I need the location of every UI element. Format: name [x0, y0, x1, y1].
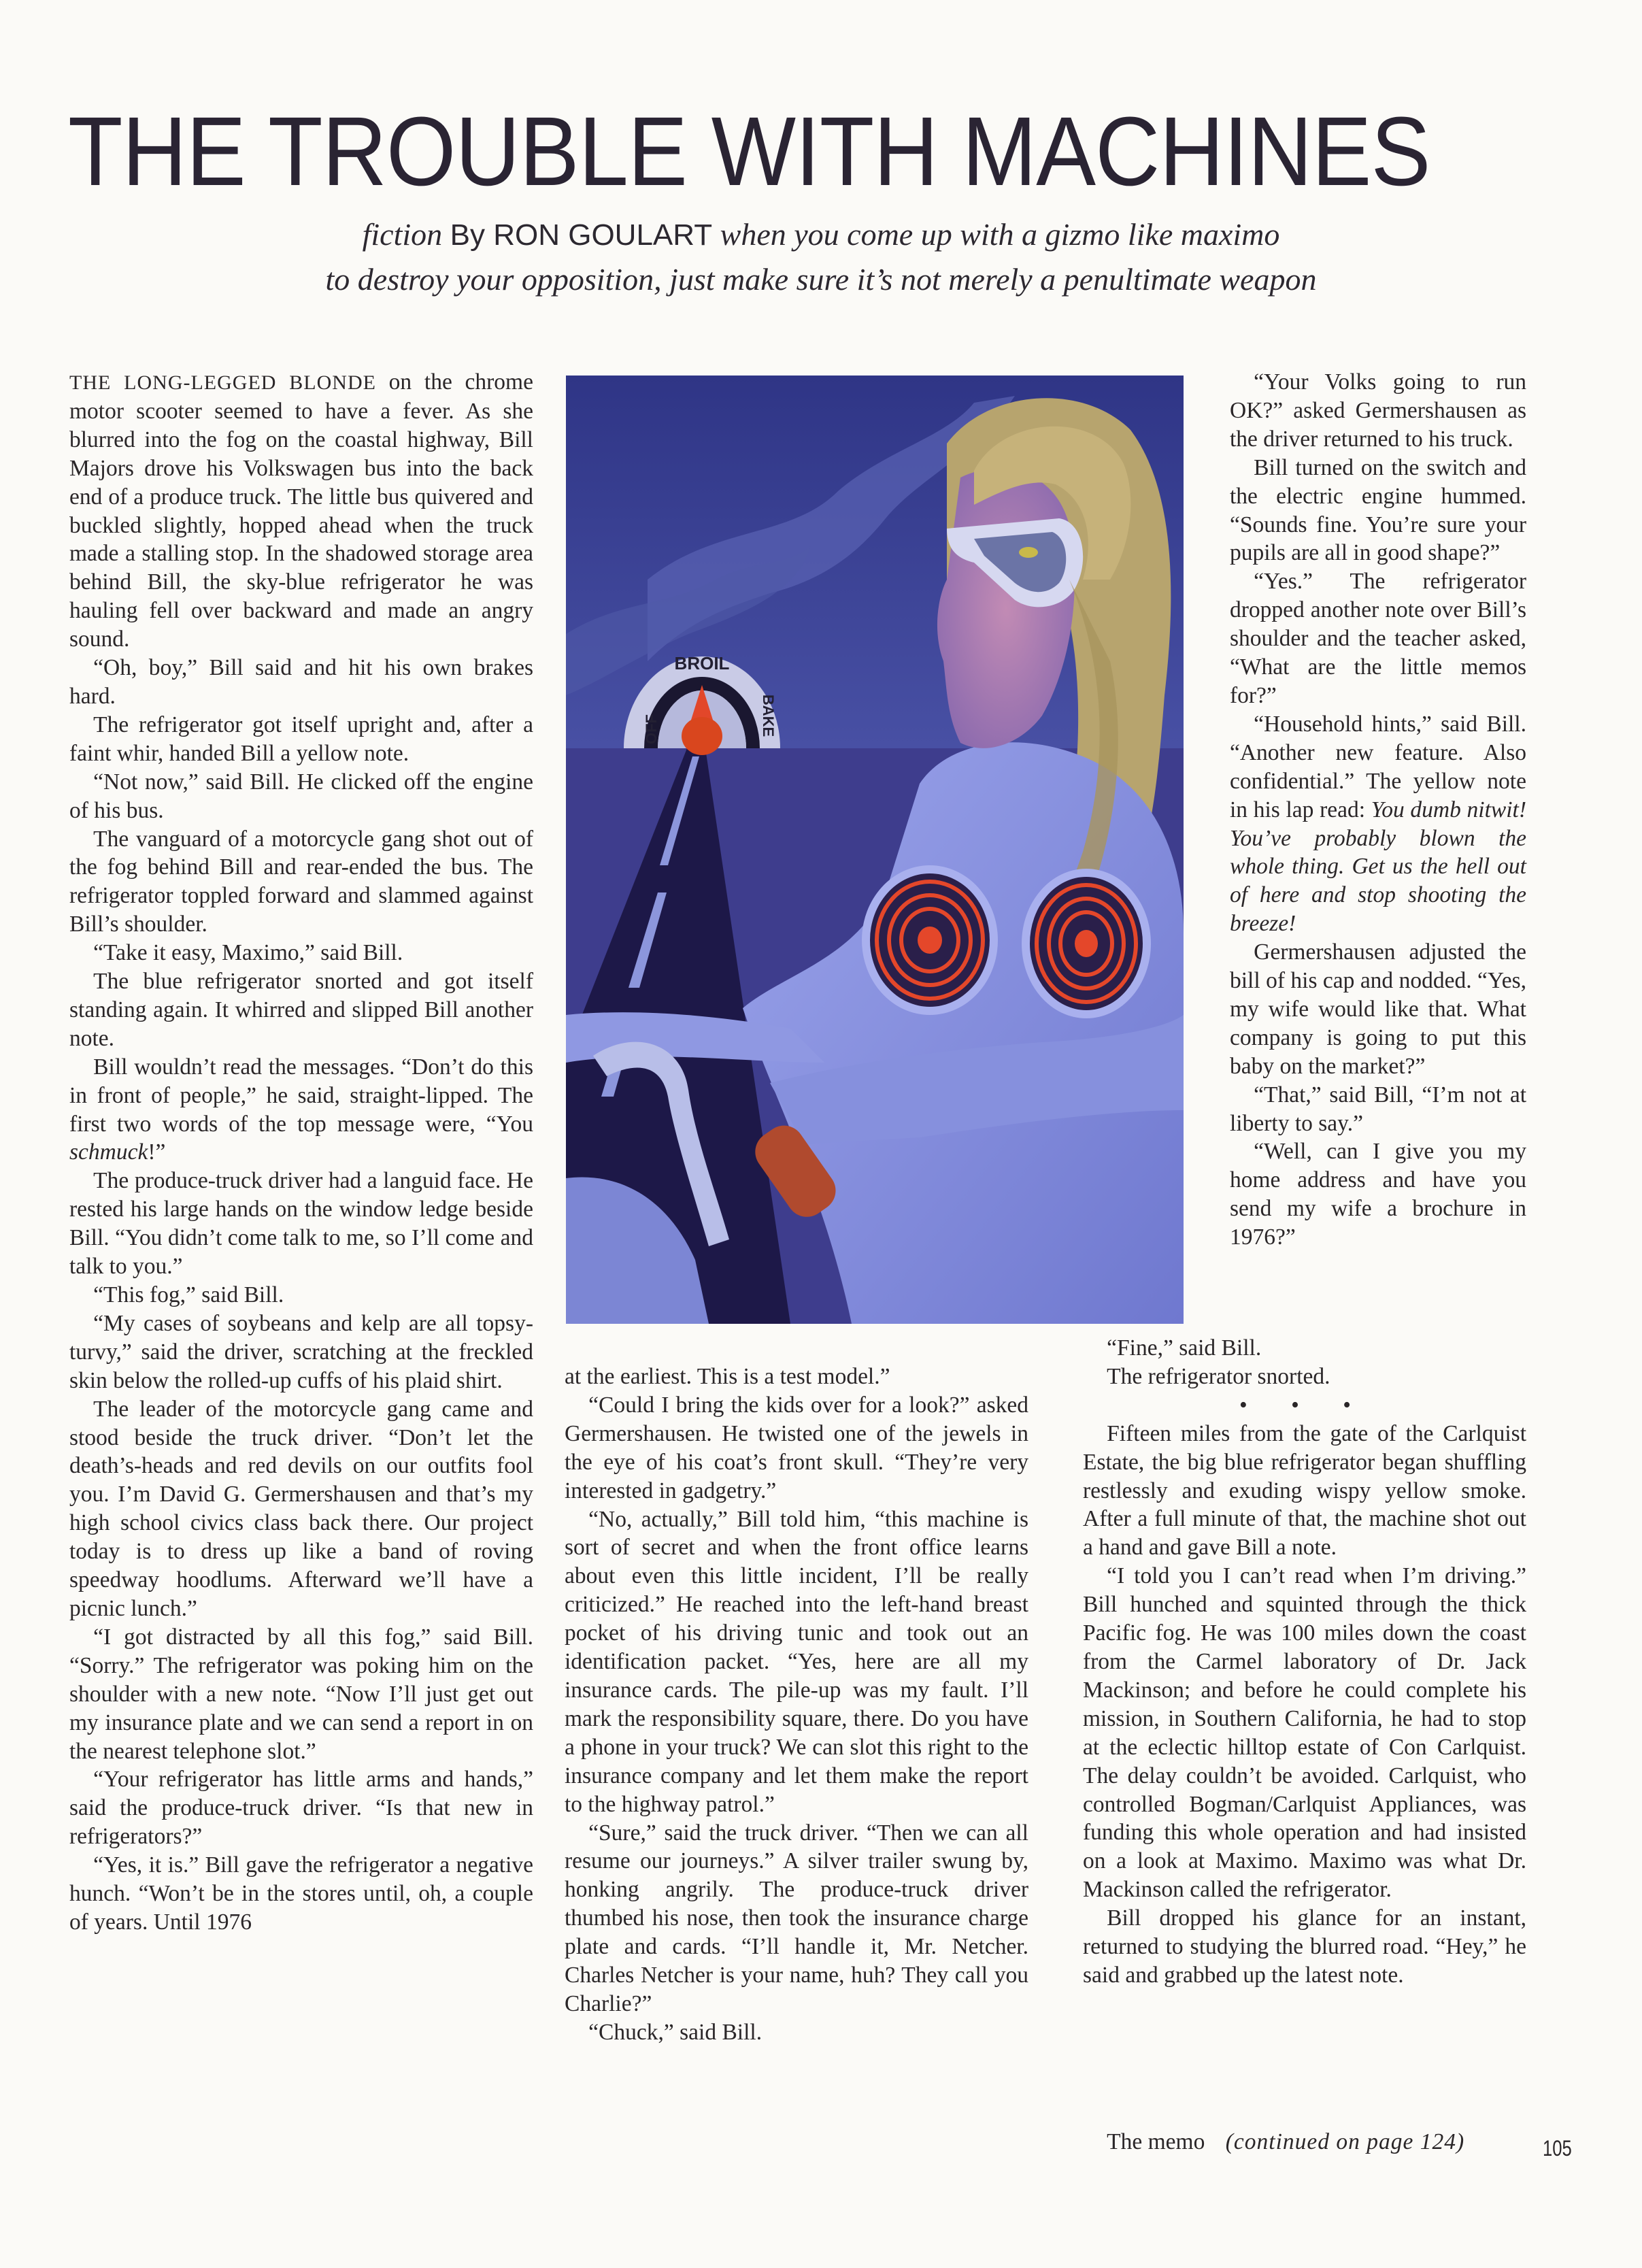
paragraph: THE LONG-LEGGED BLONDE on the chrome motor scooter seemed to have a fever. As she blurred into the fog on the coastal highway, Bill Majors drove his Volkswagen bus into the back end of a produce truck. The little bus quivered and buckled slightly, hopped ahead when the truck made a stalling stop. In the shadowed storage area behind Bill, the sky-blue refrigerator he was hauling fell over backward and made an angry sound. — [69, 369, 533, 652]
paragraph: “Could I bring the kids over for a look?” asked Germershausen. He twisted one of the jewels in the eye of his coat’s front skull. “They’re very interested in gadgetry.” — [565, 1392, 1028, 1503]
paragraph: “Well, can I give you my home address and have you send my wife a brochure in 1976?” — [1230, 1139, 1526, 1250]
paragraph: “No, actually,” Bill told him, “this machine is sort of secret and when the front office learns about even this little incident, I’ll be really criticized.” He reached into the left-hand breast pocket of his driving tunic and took out an identification packet. “Yes, here are all my insurance cards. The pile-up was my fault. I’ll mark the responsibility square, there. Do you have a phone in your truck? We can slot this right to the insurance company and let them make the report to the highway patrol.” — [565, 1506, 1028, 1817]
paragraph: “This fog,” said Bill. — [93, 1282, 284, 1307]
continued-link[interactable]: (continued on page 124) — [1225, 2129, 1465, 2154]
article-dek-line-1 — [0, 212, 1642, 258]
paragraph: “My cases of soybeans and kelp are all topsy-turvy,” said the driver, scratching at the freckled skin below the rolled-up cuffs of his plaid shirt. — [69, 1310, 533, 1393]
paragraph: “Your Volks going to run OK?” asked Germershausen as the driver returned to his truck. — [1230, 369, 1526, 452]
paragraph: “I got distracted by all this fog,” said Bill. “Sorry.” The refrigerator was poking him on the shoulder with a new note. “Now I’ll just get out my insurance plate and we can send a report in on the nearest telephone slot.” — [69, 1624, 533, 1764]
paragraph: “Oh, boy,” Bill said and hit his own brakes hard. — [69, 655, 533, 709]
paragraph: The vanguard of a motorcycle gang shot out of the fog behind Bill and rear-ended the bus. The refrigerator toppled forward and slammed against Bill’s shoulder. — [69, 826, 533, 937]
paragraph: “Yes.” The refrigerator dropped another note over Bill’s shoulder and the teacher asked, “What are the little memos for?” — [1230, 569, 1526, 708]
paragraph: Fifteen miles from the gate of the Carlquist Estate, the big blue refrigerator began shuffling restlessly and exuding wispy yellow smoke. After a full minute of that, the machine shot out a hand and gave Bill a note. — [1083, 1420, 1526, 1561]
column-1 — [69, 368, 533, 1937]
story-illustration — [566, 376, 1184, 1324]
burner-right-icon — [1022, 869, 1151, 1018]
page-number: 105 — [1543, 2136, 1572, 2161]
paragraph: “That,” said Bill, “I’m not at liberty to say.” — [1230, 1082, 1526, 1136]
paragraph: The leader of the motorcycle gang came and stood beside the truck driver. “Don’t let the death’s-heads and red devils on our outfits fool you. I’m David G. Germershausen and that’s my high school civics class back there. Our project today is to dress up like a band of roving speedway hoodlums. Afterward we’ll have a picnic lunch.” — [69, 1396, 533, 1621]
paragraph: The blue refrigerator snorted and got itself standing again. It whirred and slipped Bill another note. — [69, 969, 533, 1051]
svg-text:BAKE: BAKE — [760, 694, 777, 737]
paragraph: Bill dropped his glance for an instant, returned to studying the blurred road. “Hey,” he said and grabbed up the latest note. — [1083, 1905, 1526, 1988]
section-break-dots: • • • — [1239, 1392, 1370, 1418]
paragraph: The refrigerator got itself upright and, after a faint whir, handed Bill a yellow note. — [69, 712, 533, 766]
svg-text:BROIL: BROIL — [674, 653, 730, 673]
italic-word: schmuck — [69, 1139, 148, 1165]
paragraph: “Sure,” said the truck driver. “Then we can all resume our journeys.” A silver trailer swung by, honking angrily. The produce-truck driver thumbed his nose, then took the insurance charge plate and cards. “I’ll handle it, Mr. Netcher. Charles Netcher is your name, huh? They call you Charlie?” — [565, 1820, 1028, 2016]
paragraph: Bill wouldn’t read the messages. “Don’t do this in front of people,” he said, straight-lipped. The first two words of the top message were, “You schmuck!” — [69, 1054, 533, 1165]
paragraph: “Yes, it is.” Bill gave the refrigerator a negative hunch. “Won’t be in the stores until, oh, a couple of years. Until 1976 — [69, 1852, 533, 1935]
illustration-art — [566, 376, 1184, 1324]
author-byline: By RON GOULART — [450, 218, 713, 252]
column-3-bottom — [1083, 1334, 1526, 1990]
dek-text-2: to destroy your opposition, just make sure it’s not merely a penultimate weapon — [325, 262, 1317, 297]
paragraph: The produce-truck driver had a languid face. He rested his large hands on the window ledge beside Bill. “You didn’t come talk to me, so I’ll come and talk to you.” — [69, 1168, 533, 1280]
paragraph: Germershausen adjusted the bill of his cap and nodded. “Yes, my wife would like that. What company is going to put this baby on the market?” — [1230, 939, 1526, 1079]
burner-left-icon — [862, 865, 998, 1015]
paragraph: “Chuck,” said Bill. — [588, 2019, 763, 2045]
paragraph: “Fine,” said Bill. — [1107, 1335, 1262, 1361]
paragraph: “Household hints,” said Bill. “Another new feature. Also confidential.” The yellow note in his lap read: You dumb nitwit! You’ve probably blown the whole thing. Get us the hell out of here and stop shooting the breeze! — [1230, 711, 1526, 937]
svg-text:OFF: OFF — [643, 714, 660, 744]
final-line — [1083, 2128, 1573, 2156]
section-label: fiction — [362, 217, 443, 252]
paragraph: at the earliest. This is a test model.” — [565, 1364, 890, 1389]
paragraph: Bill turned on the switch and the electric engine hummed. “Sounds fine. You’re sure your pupils are all in good shape?” — [1230, 454, 1526, 566]
paragraph: “Your refrigerator has little arms and hands,” said the produce-truck driver. “Is that new in refrigerators?” — [69, 1767, 533, 1850]
lead-in: THE LONG-LEGGED BLONDE — [69, 371, 376, 394]
dek-text-1: when you come up with a gizmo like maximo — [720, 217, 1280, 252]
column-2 — [565, 1363, 1028, 2047]
paragraph: “Not now,” said Bill. He clicked off the engine of his bus. — [69, 769, 533, 823]
yellow-note-text: You dumb nitwit! You’ve probably blown the whole thing. Get us the hell out of here and stop shooting the breeze! — [1230, 797, 1526, 937]
paragraph: The refrigerator snorted. — [1107, 1363, 1330, 1389]
column-3-top — [1230, 368, 1526, 1252]
final-line-text: The memo — [1107, 2129, 1205, 2154]
article-title: THE TROUBLE WITH MACHINES — [68, 97, 1430, 206]
article-dek-line-2 — [0, 257, 1642, 302]
paragraph: “I told you I can’t read when I’m driving.” Bill hunched and squinted through the thick Pacific fog. He was 100 miles down the coast from the Carmel laboratory of Dr. Jack Mackinson; and before he could complete his mission, in Southern California, he had to stop at the eclectic hilltop estate of Con Carlquist. The delay couldn’t be avoided. Carlquist, who controlled Bogman/Carlquist Appliances, was funding this whole operation and had insisted on a look at Maximo. Maximo was what Dr. Mackinson called the refrigerator. — [1083, 1563, 1526, 1903]
paragraph: “Take it easy, Maximo,” said Bill. — [93, 940, 403, 966]
